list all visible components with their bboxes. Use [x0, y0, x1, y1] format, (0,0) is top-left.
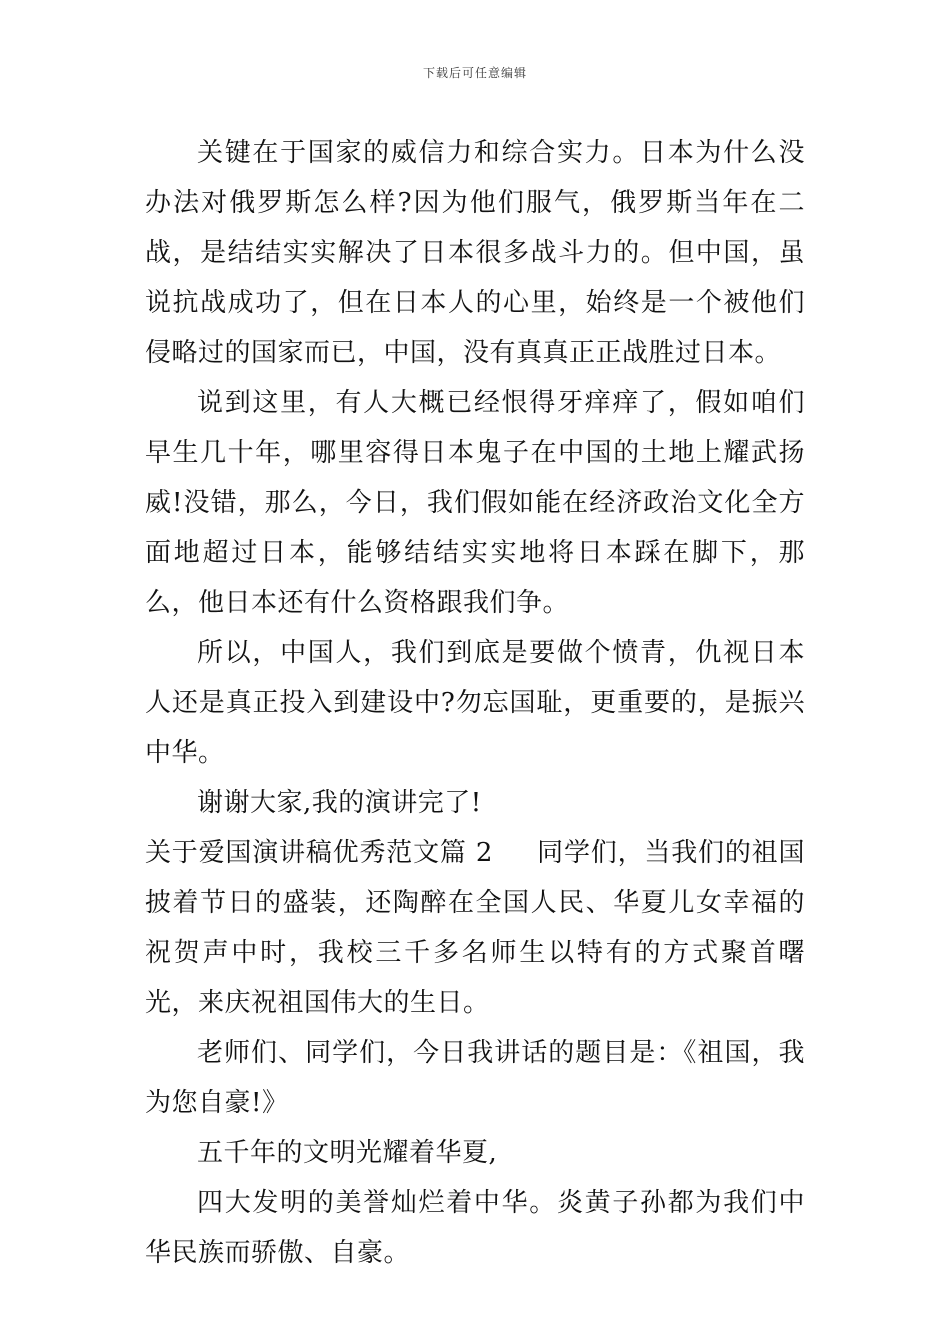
section-paragraph [145, 828, 805, 1028]
document-body [145, 128, 805, 1278]
paragraph-3: 所以，中国人，我们到底是要做个愤青，仇视日本人还是真正投入到建设中?勿忘国耻，更重要的，是振兴中华。 [145, 638, 805, 768]
section-lead-text: 同学们，当我们的祖国披着节日的盛装，还陶醉在全国人民、华夏儿女幸福的祝贺声中时，我校三千多名师生以特有的方式聚首曙光，来庆祝祖国伟大的生日。 [145, 838, 805, 1018]
section-heading: 关于爱国演讲稿优秀范文篇 2 [145, 838, 493, 868]
paragraph-4: 谢谢大家,我的演讲完了! [197, 788, 482, 818]
paragraph-2: 说到这里，有人大概已经恨得牙痒痒了，假如咱们早生几十年，哪里容得日本鬼子在中国的土地上耀武扬威!没错，那么，今日，我们假如能在经济政治文化全方面地超过日本，能够结结实实地将日本踩在脚下，那么，他日本还有什么资格跟我们争。 [145, 388, 805, 618]
paragraph-1: 关键在于国家的威信力和综合实力。日本为什么没办法对俄罗斯怎么样?因为他们服气，俄罗斯当年在二战，是结结实实解决了日本很多战斗力的。但中国，虽说抗战成功了，但在日本人的心里，始终是一个被他们侵略过的国家而已，中国，没有真真正正战胜过日本。 [145, 138, 805, 368]
paragraph-6: 五千年的文明光耀着华夏, [197, 1138, 498, 1168]
paragraph-5: 老师们、同学们，今日我讲话的题目是：《祖国，我为您自豪!》 [145, 1038, 805, 1118]
paragraph-7: 四大发明的美誉灿烂着中华。炎黄子孙都为我们中华民族而骄傲、自豪。 [145, 1188, 805, 1268]
page-header: 下载后可任意编辑 [422, 66, 527, 80]
